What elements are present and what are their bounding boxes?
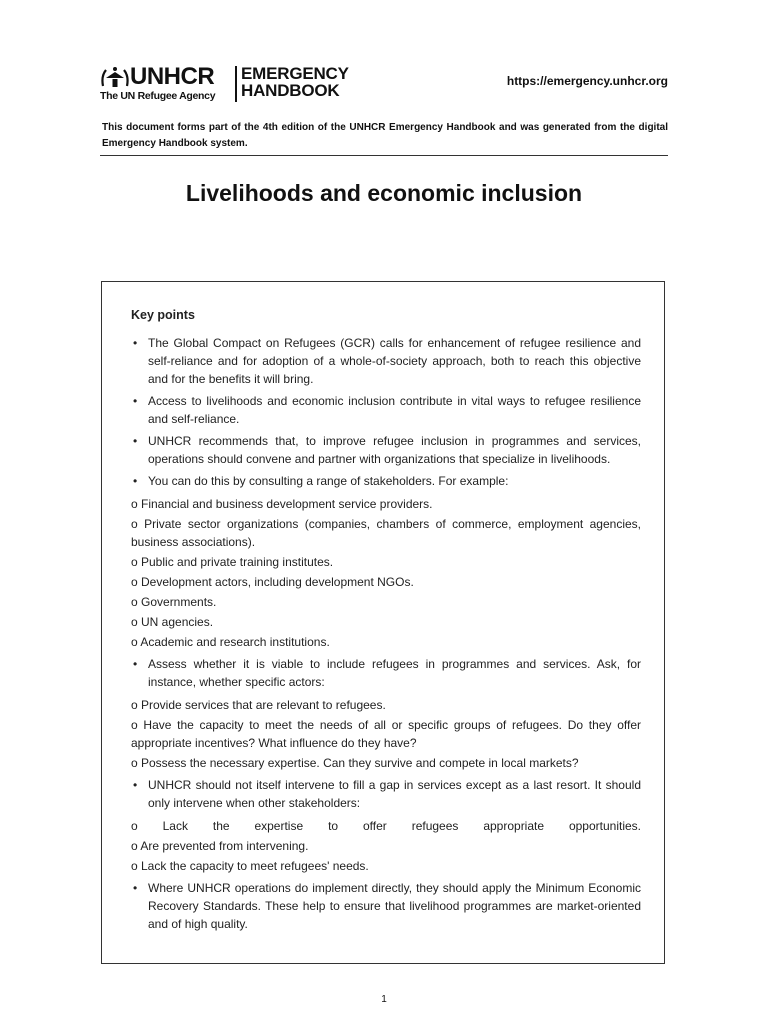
key-point-text: Assess whether it is viable to include refugees in programmes and services. Ask, for instance, whether specific actors: bbox=[148, 657, 641, 689]
logo-product-name bbox=[241, 66, 349, 99]
key-point-item bbox=[131, 472, 641, 490]
bullet-icon: • bbox=[133, 434, 138, 448]
intro-note: This document forms part of the 4th edition of the UNHCR Emergency Handbook and was generated from the digital Emergency Handbook system. bbox=[102, 122, 668, 149]
page-number: 1 bbox=[381, 994, 387, 1005]
key-point-text: The Global Compact on Refugees (GCR) calls for enhancement of refugee resilience and self-reliance and for adoption of a whole-of-society approach, both to reach this objective and for the benefits it will bring. bbox=[148, 336, 641, 386]
logo-product-line1: EMERGENCY bbox=[241, 64, 349, 83]
sub-item: o Have the capacity to meet the needs of all or specific groups of refugees. Do they offer appropriate incentives? What influence do they have? bbox=[131, 718, 641, 750]
sub-item: o Possess the necessary expertise. Can they survive and compete in local markets? bbox=[131, 756, 579, 770]
key-points-heading: Key points bbox=[131, 308, 195, 322]
sub-item: o Public and private training institutes. bbox=[131, 555, 334, 569]
sub-item: o Lack the expertise to offer refugees appropriate opportunities. bbox=[131, 819, 641, 833]
logo-agency-tagline: The UN Refugee Agency bbox=[100, 90, 216, 102]
sub-item: o Are prevented from intervening. bbox=[131, 839, 309, 853]
sub-item: o UN agencies. bbox=[131, 615, 214, 629]
key-points-box bbox=[101, 281, 665, 964]
document-header bbox=[100, 64, 668, 104]
sub-item: o Provide services that are relevant to refugees. bbox=[131, 698, 386, 712]
key-point-item bbox=[131, 879, 641, 933]
sub-item: o Governments. bbox=[131, 595, 217, 609]
bullet-icon: • bbox=[133, 657, 138, 671]
sub-item: o Private sector organizations (companies, chambers of commerce, employment agencies, business associations). bbox=[131, 517, 641, 549]
key-point-item bbox=[131, 655, 641, 691]
key-point-text: Where UNHCR operations do implement directly, they should apply the Minimum Economic Recovery Standards. These help to ensure that livelihood programmes are market-oriented and of high quality. bbox=[148, 881, 641, 931]
header-divider bbox=[100, 155, 668, 156]
key-point-text: UNHCR should not itself intervene to fill a gap in services except as a last resort. It should only intervene when other stakeholders: bbox=[148, 778, 641, 810]
bullet-icon: • bbox=[133, 778, 138, 792]
sub-item: o Development actors, including development NGOs. bbox=[131, 575, 414, 589]
key-point-item bbox=[131, 392, 641, 428]
handbook-url-link[interactable]: https://emergency.unhcr.org bbox=[506, 74, 668, 88]
bullet-icon: • bbox=[133, 394, 138, 408]
key-point-item bbox=[131, 334, 641, 388]
logo-divider bbox=[235, 66, 237, 102]
logo-org-name: UNHCR bbox=[130, 63, 215, 90]
page-title: Livelihoods and economic inclusion bbox=[185, 180, 583, 206]
key-point-text: UNHCR recommends that, to improve refugee inclusion in programmes and services, operations should convene and partner with organizations that specialize in livelihoods. bbox=[148, 434, 641, 466]
sub-item: o Financial and business development service providers. bbox=[131, 497, 433, 511]
key-point-text: You can do this by consulting a range of stakeholders. For example: bbox=[148, 474, 509, 488]
sub-item: o Lack the capacity to meet refugees' needs. bbox=[131, 859, 369, 873]
key-points-content bbox=[131, 306, 641, 937]
bullet-icon: • bbox=[133, 881, 138, 895]
bullet-icon: • bbox=[133, 336, 138, 350]
bullet-icon: • bbox=[133, 474, 138, 488]
unhcr-emblem-icon bbox=[100, 66, 130, 90]
key-point-item bbox=[131, 432, 641, 468]
logo-product-line2: HANDBOOK bbox=[241, 80, 340, 100]
sub-item: o Academic and research institutions. bbox=[131, 635, 330, 649]
key-point-item bbox=[131, 776, 641, 812]
key-point-text: Access to livelihoods and economic inclusion contribute in vital ways to refugee resilience and self-reliance. bbox=[148, 394, 641, 426]
